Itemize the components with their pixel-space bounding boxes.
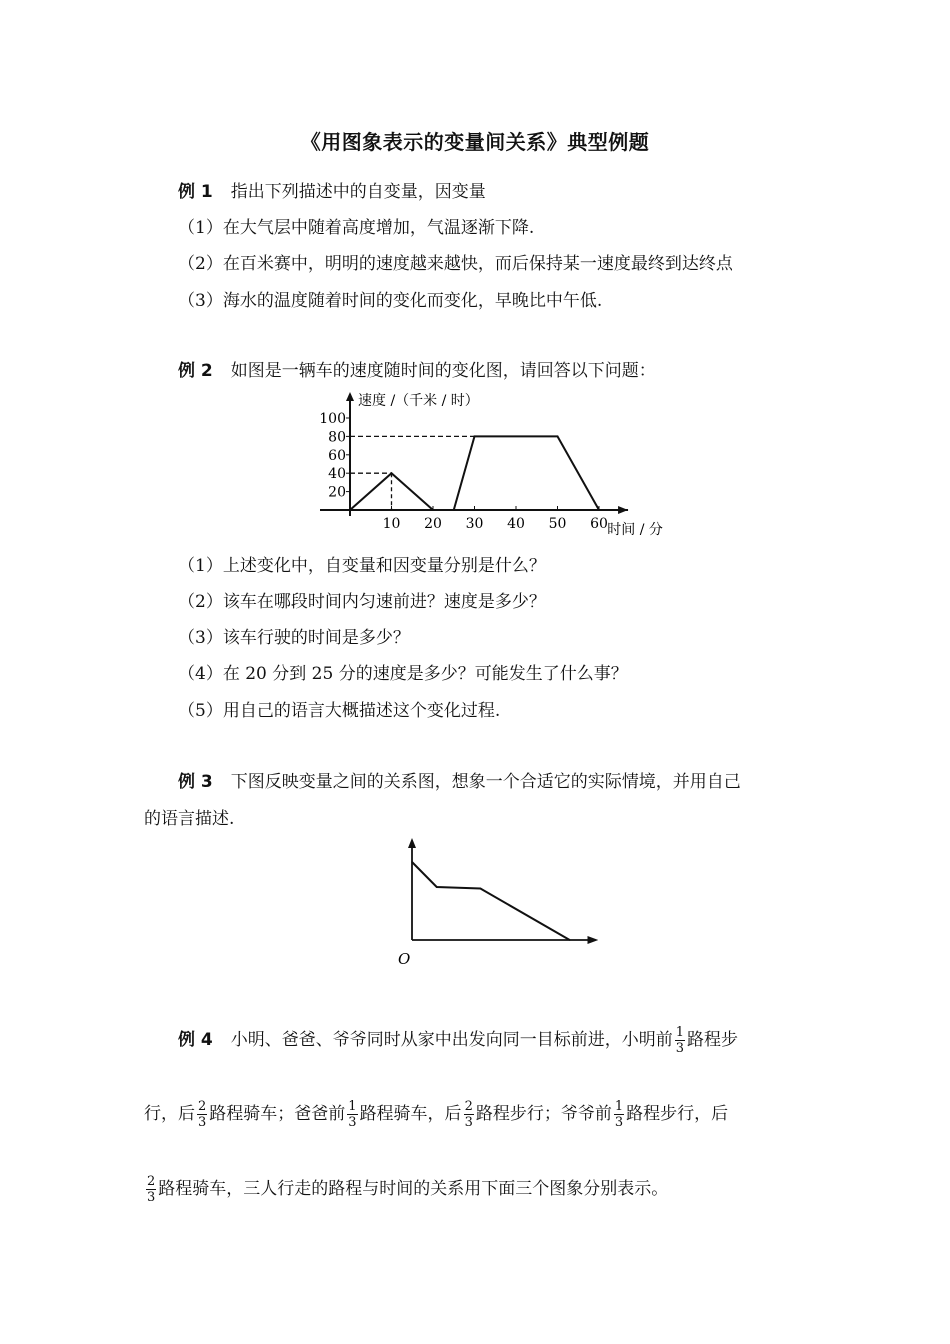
fraction-den: 3: [198, 1115, 207, 1130]
y-axis-label: 速度 /（千米 / 时）: [358, 393, 479, 409]
relation-chart: [388, 834, 598, 968]
x-tick-label: 30: [465, 516, 484, 532]
ex2-text: 如图是一辆车的速度随时间的变化图，请回答以下问题：: [230, 361, 656, 381]
ex2-item-1: （1）上述变化中，自变量和因变量分别是什么？: [178, 556, 546, 576]
ex4-text-1a: 小明、爸爸、爷爷同时从家中出发向同一目标前进，小明前: [230, 1030, 673, 1050]
page-title: 《用图象表示的变量间关系》典型例题: [300, 130, 650, 154]
fraction-num: 1: [675, 1025, 685, 1040]
ex1-item-1: （1）在大气层中随着高度增加，气温逐渐下降.: [178, 218, 535, 238]
fraction-one-third: [675, 1025, 685, 1056]
ex3-text-2: 的语言描述.: [144, 809, 235, 829]
ex4-line-3: [144, 1174, 668, 1205]
y-tick-label: 60: [328, 447, 346, 464]
ex3-text-1: 下图反映变量之间的关系图，想象一个合适它的实际情境，并用自己: [230, 772, 741, 792]
ex2-heading: [178, 360, 656, 382]
ex1-item-2: （2）在百米赛中，明明的速度越来越快，而后保持某一速度最终到达终点: [178, 254, 733, 274]
ex3-label: 例 3: [178, 772, 213, 792]
fraction-num: 1: [614, 1099, 624, 1114]
x-tick-label: 20: [424, 516, 442, 532]
speed-point: [453, 509, 455, 511]
origin-label: O: [398, 950, 411, 968]
fraction-two-thirds: [197, 1099, 207, 1130]
ex4-text-2c: 路程骑车，后: [359, 1104, 462, 1124]
ex4-line-2: [144, 1099, 728, 1130]
x-tick-label: 50: [548, 516, 567, 532]
ex1-heading: [178, 181, 486, 203]
fraction-den: 3: [348, 1115, 357, 1130]
y-axis-arrow: [346, 392, 354, 401]
fraction-num: 2: [198, 1099, 207, 1114]
relation-point: [436, 886, 438, 888]
speed-point: [474, 436, 476, 438]
ex1-item-3: （3）海水的温度随着时间的变化而变化，早晚比中午低.: [178, 291, 603, 311]
relation-point: [480, 888, 482, 890]
y-tick-label: 100: [319, 411, 346, 427]
speed-point: [432, 509, 434, 511]
ex1-text: 指出下列描述中的自变量，因变量: [230, 182, 486, 202]
fraction-two-thirds: [464, 1099, 474, 1130]
speed-point: [598, 509, 600, 511]
ex4-text-1b: 路程步: [687, 1030, 739, 1050]
x-axis-arrow: [588, 936, 599, 944]
fraction-one-third: [614, 1099, 624, 1130]
fraction-den: 3: [147, 1190, 156, 1205]
speed-point: [557, 436, 559, 438]
ex2-item-4: （4）在 20 分到 25 分的速度是多少？可能发生了什么事？: [178, 664, 628, 684]
ex4-text-3a: 路程骑车，三人行走的路程与时间的关系用下面三个图象分别表示。: [158, 1179, 669, 1199]
fraction-num: 1: [348, 1099, 357, 1114]
ex2-item-2: （2）该车在哪段时间内匀速前进？速度是多少？: [178, 592, 546, 612]
speed-point: [391, 472, 393, 474]
fraction-num: 2: [464, 1099, 473, 1114]
ex4-line-1: [178, 1025, 738, 1056]
ex4-text-2d: 路程步行；爷爷前: [475, 1104, 612, 1124]
x-tick-label: 10: [382, 516, 401, 532]
relation-series-line: [412, 862, 570, 940]
x-axis-arrow: [618, 506, 628, 514]
y-axis-arrow: [408, 838, 416, 848]
ex4-text-2e: 路程步行，后: [626, 1104, 729, 1124]
y-tick-label: 80: [328, 429, 346, 446]
speed-point: [349, 509, 351, 511]
y-tick-label: 20: [328, 484, 346, 501]
relation-point: [569, 939, 571, 941]
fraction-den: 3: [614, 1115, 624, 1130]
speed-time-chart: [300, 388, 690, 548]
ex2-item-3: （3）该车行驶的时间是多少？: [178, 628, 410, 648]
x-tick-label: 60: [590, 516, 608, 532]
fraction-two-thirds: [146, 1174, 156, 1205]
relation-point: [411, 861, 413, 863]
ex1-label: 例 1: [178, 182, 213, 202]
ex2-label: 例 2: [178, 361, 213, 381]
y-tick-label: 40: [328, 466, 346, 483]
fraction-one-third: [347, 1099, 357, 1130]
speed-series-line: [350, 436, 599, 510]
fraction-den: 3: [675, 1041, 685, 1056]
x-axis-label: 时间 / 分: [607, 522, 663, 538]
ex4-text-2b: 路程骑车；爸爸前: [209, 1104, 346, 1124]
x-tick-label: 40: [507, 516, 525, 532]
ex2-item-5: （5）用自己的语言大概描述这个变化过程.: [178, 701, 501, 721]
ex4-label: 例 4: [178, 1030, 213, 1050]
fraction-num: 2: [147, 1174, 156, 1189]
ex4-text-2a: 行，后: [144, 1104, 195, 1124]
fraction-den: 3: [464, 1115, 473, 1130]
ex3-heading: [178, 771, 741, 793]
